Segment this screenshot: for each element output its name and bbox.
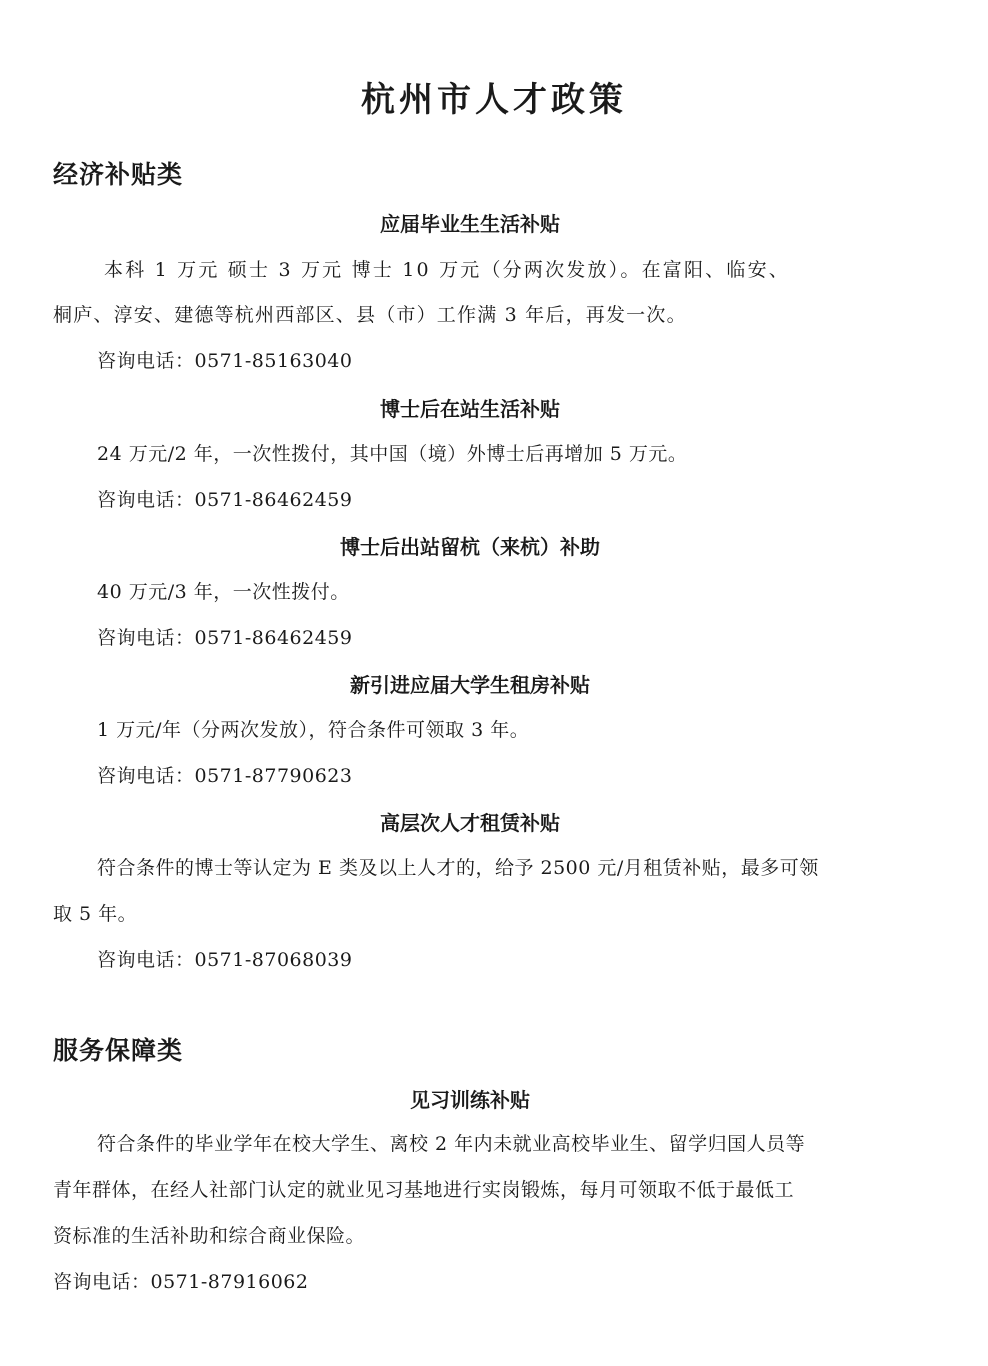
item-text-line: 青年群体，在经人社部门认定的就业见习基地进行实岗锻炼，每月可领取不低于最低工: [53, 1179, 795, 1201]
item-text-line: 桐庐、淳安、建德等杭州西部区、县（市）工作满 3 年后，再发一次。: [53, 304, 687, 326]
item-text-line: 本科 1 万元 硕士 3 万元 博士 10 万元（分两次发放）。在富阳、临安、: [104, 259, 790, 281]
item-text-line: 资标准的生活补助和综合商业保险。: [53, 1225, 366, 1247]
item-text-line: 1 万元/年（分两次发放），符合条件可领取 3 年。: [97, 719, 530, 741]
consult-phone: 咨询电话：0571-87790623: [97, 765, 353, 787]
consult-phone: 咨询电话：0571-85163040: [97, 350, 353, 372]
item-title-high-level-talent-rent-subsidy: 高层次人才租赁补贴: [380, 811, 560, 835]
item-text-line: 40 万元/3 年，一次性拨付。: [97, 581, 350, 603]
item-text-line: 取 5 年。: [53, 903, 138, 925]
section-heading-economic-subsidy: 经济补贴类: [53, 160, 184, 189]
consult-phone: 咨询电话：0571-87068039: [97, 949, 353, 971]
item-text-line: 符合条件的博士等认定为 E 类及以上人才的，给予 2500 元/月租赁补贴，最多可领: [97, 857, 819, 879]
item-title-internship-subsidy: 见习训练补贴: [410, 1088, 530, 1112]
page-title: 杭州市人才政策: [361, 80, 627, 120]
item-title-rent-subsidy: 新引进应届大学生租房补贴: [350, 673, 590, 697]
item-text-line: 符合条件的毕业学年在校大学生、离校 2 年内未就业高校毕业生、留学归国人员等: [97, 1133, 806, 1155]
item-title-graduate-living-subsidy: 应届毕业生生活补贴: [380, 212, 560, 236]
consult-phone: 咨询电话：0571-86462459: [97, 627, 353, 649]
section-heading-service-guarantee: 服务保障类: [53, 1036, 184, 1065]
item-title-postdoc-station-subsidy: 博士后在站生活补贴: [380, 397, 560, 421]
consult-phone: 咨询电话：0571-86462459: [97, 489, 353, 511]
item-text-line: 24 万元/2 年，一次性拨付，其中国（境）外博士后再增加 5 万元。: [97, 443, 688, 465]
item-title-postdoc-stay-subsidy: 博士后出站留杭（来杭）补助: [340, 535, 600, 559]
consult-phone: 咨询电话：0571-87916062: [53, 1271, 309, 1293]
